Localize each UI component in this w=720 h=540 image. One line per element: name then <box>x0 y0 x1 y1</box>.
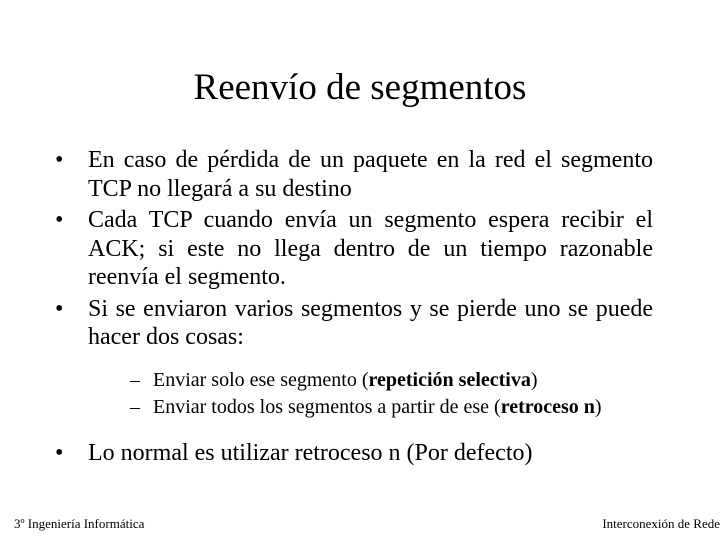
bullet-marker: • <box>55 147 64 173</box>
bullet-text: Cada TCP cuando envía un segmento espera recibir el ACK; si este no llega dentro de un tiempo razonable reenvía el segmento. <box>88 207 653 290</box>
bullet-marker: • <box>55 439 64 466</box>
sub-bullet-item <box>130 367 720 394</box>
bullet-text: En caso de pérdida de un paquete en la red el segmento TCP no llegará a su destino <box>88 147 653 202</box>
bullet-marker: • <box>55 207 64 233</box>
bullet-list <box>55 146 653 470</box>
sub-bullet-text: Enviar todos los segmentos a partir de ese ( <box>153 395 501 418</box>
sub-bullet-marker: – <box>130 368 140 391</box>
bullet-marker: • <box>55 295 64 322</box>
sub-bullet-text: ) <box>594 395 602 418</box>
slide-title: Reenvío de segmentos <box>193 67 527 108</box>
bullet-item <box>55 295 653 421</box>
bullet-text: Lo normal es utilizar retroceso n (Por defecto) <box>88 439 533 466</box>
sub-bullet-list <box>130 367 720 421</box>
sub-bullet-marker: – <box>130 395 140 418</box>
bullet-item <box>55 146 653 203</box>
footer-subject: Interconexión de Rede <box>602 516 720 531</box>
sub-bullet-text: Enviar solo ese segmento ( <box>153 368 369 391</box>
sub-bullet-bold: repetición selectiva <box>368 368 531 391</box>
bullet-text: Si se enviaron varios segmentos y se pierde uno se puede hacer dos cosas: <box>88 295 653 350</box>
sub-bullet-item <box>130 394 720 421</box>
bullet-item <box>55 206 653 292</box>
bullet-item <box>55 439 653 468</box>
sub-bullet-bold: retroceso n <box>500 395 595 418</box>
footer-course: 3º Ingeniería Informática <box>14 516 145 531</box>
sub-bullet-text: ) <box>530 368 538 391</box>
